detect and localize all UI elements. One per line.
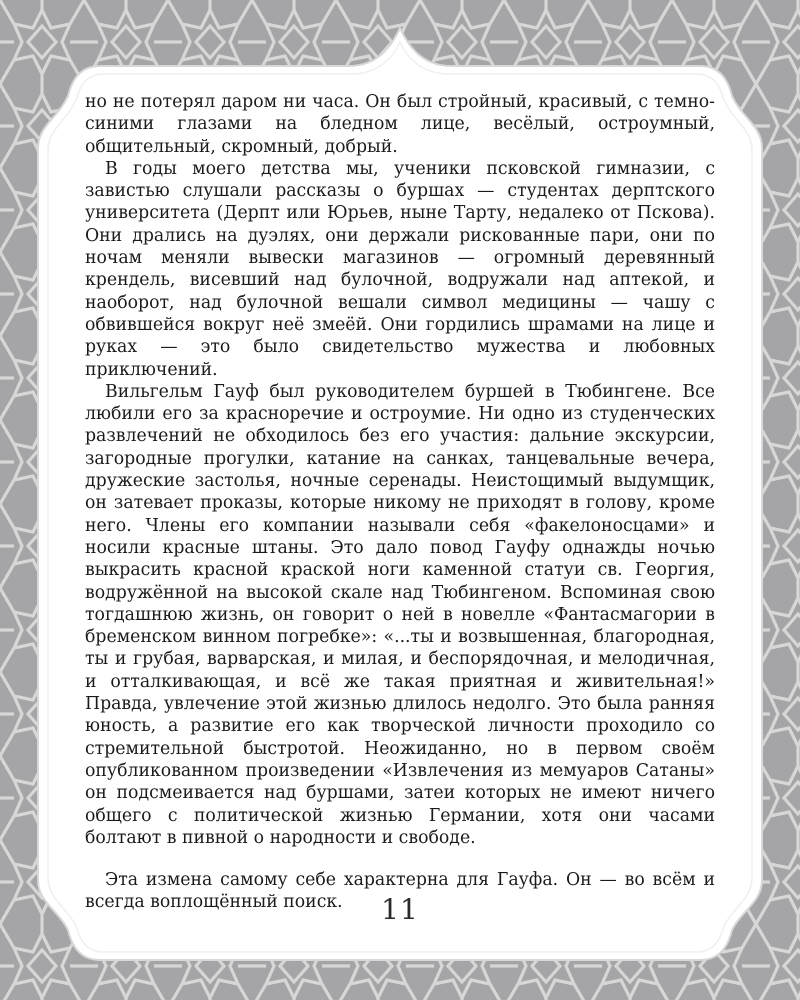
body-text-column bbox=[85, 91, 715, 914]
paragraph-1: но не потерял даром ни часа. Он был стройный, красивый, с темно-синими глазами на бледном лице, весёлый, остроумный, общительный, скромный, добрый. bbox=[85, 92, 715, 157]
page-number: 11 bbox=[381, 893, 419, 926]
paragraph-3: Вильгельм Гауф был руководителем буршей в Тюбингене. Все любили его за красноречие и остроумие. Ни одно из студенческих развлечений не обходилось без его участия: дальние экскурсии, загородные прогулки, катание на санках, танцевальные вечера, дружеские застолья, ночные серенады. Неистощимый выдумщик, он затевает проказы, которые никому не приходят в голову, кроме него. Члены его компании называли себя «факелоносцами» и носили красные штаны. Это дало повод Гауфу однажды ночью выкрасить красной краской ноги каменной статуи св. Георгия, водружённой на высокой скале над Тюбингеном. Вспоминая свою тогдашнюю жизнь, он говорит о ней в новелле «Фантасмагории в бременском винном погребке»: «...ты и возвышенная, благородная, ты и грубая, варварская, и милая, и беспорядочная, и мелодичная, и отталкивающая, и всё же такая приятная и живительная!» Правда, увлечение этой жизнью длилось недолго. Это была ранняя юность, а развитие его как творческой личности проходило со стремительной быстротой. Неожиданно, но в первом своём опубликованном произведении «Извлечения из мемуаров Сатаны» он подсмеивается над буршами, затеи которых не имеют ничего общего с политической жизнью Германии, хотя они часами болтают в пивной о народности и свободе. bbox=[85, 381, 715, 848]
paragraph-2: В годы моего детства мы, ученики псковской гимназии, с завистью слушали рассказы о буршах — студентах дерптского университета (Дерпт или Юрьев, ныне Тарту, недалеко от Пскова). Они дрались на дуэлях, они держали рискованные пари, они по ночам меняли вывески магазинов — огромный деревянный крендель, висевший над булочной, водружали над аптекой, и наоборот, над булочной вешали символ медицины — чашу с обвившейся вокруг неё змеёй. Они гордились шрамами на лице и руках — это было свидетельство мужества и любовных приключений. bbox=[85, 158, 715, 380]
paragraph-4: Эта измена самому себе характерна для Гауфа. Он — во всём и всегда воплощённый поиск. bbox=[85, 870, 715, 913]
